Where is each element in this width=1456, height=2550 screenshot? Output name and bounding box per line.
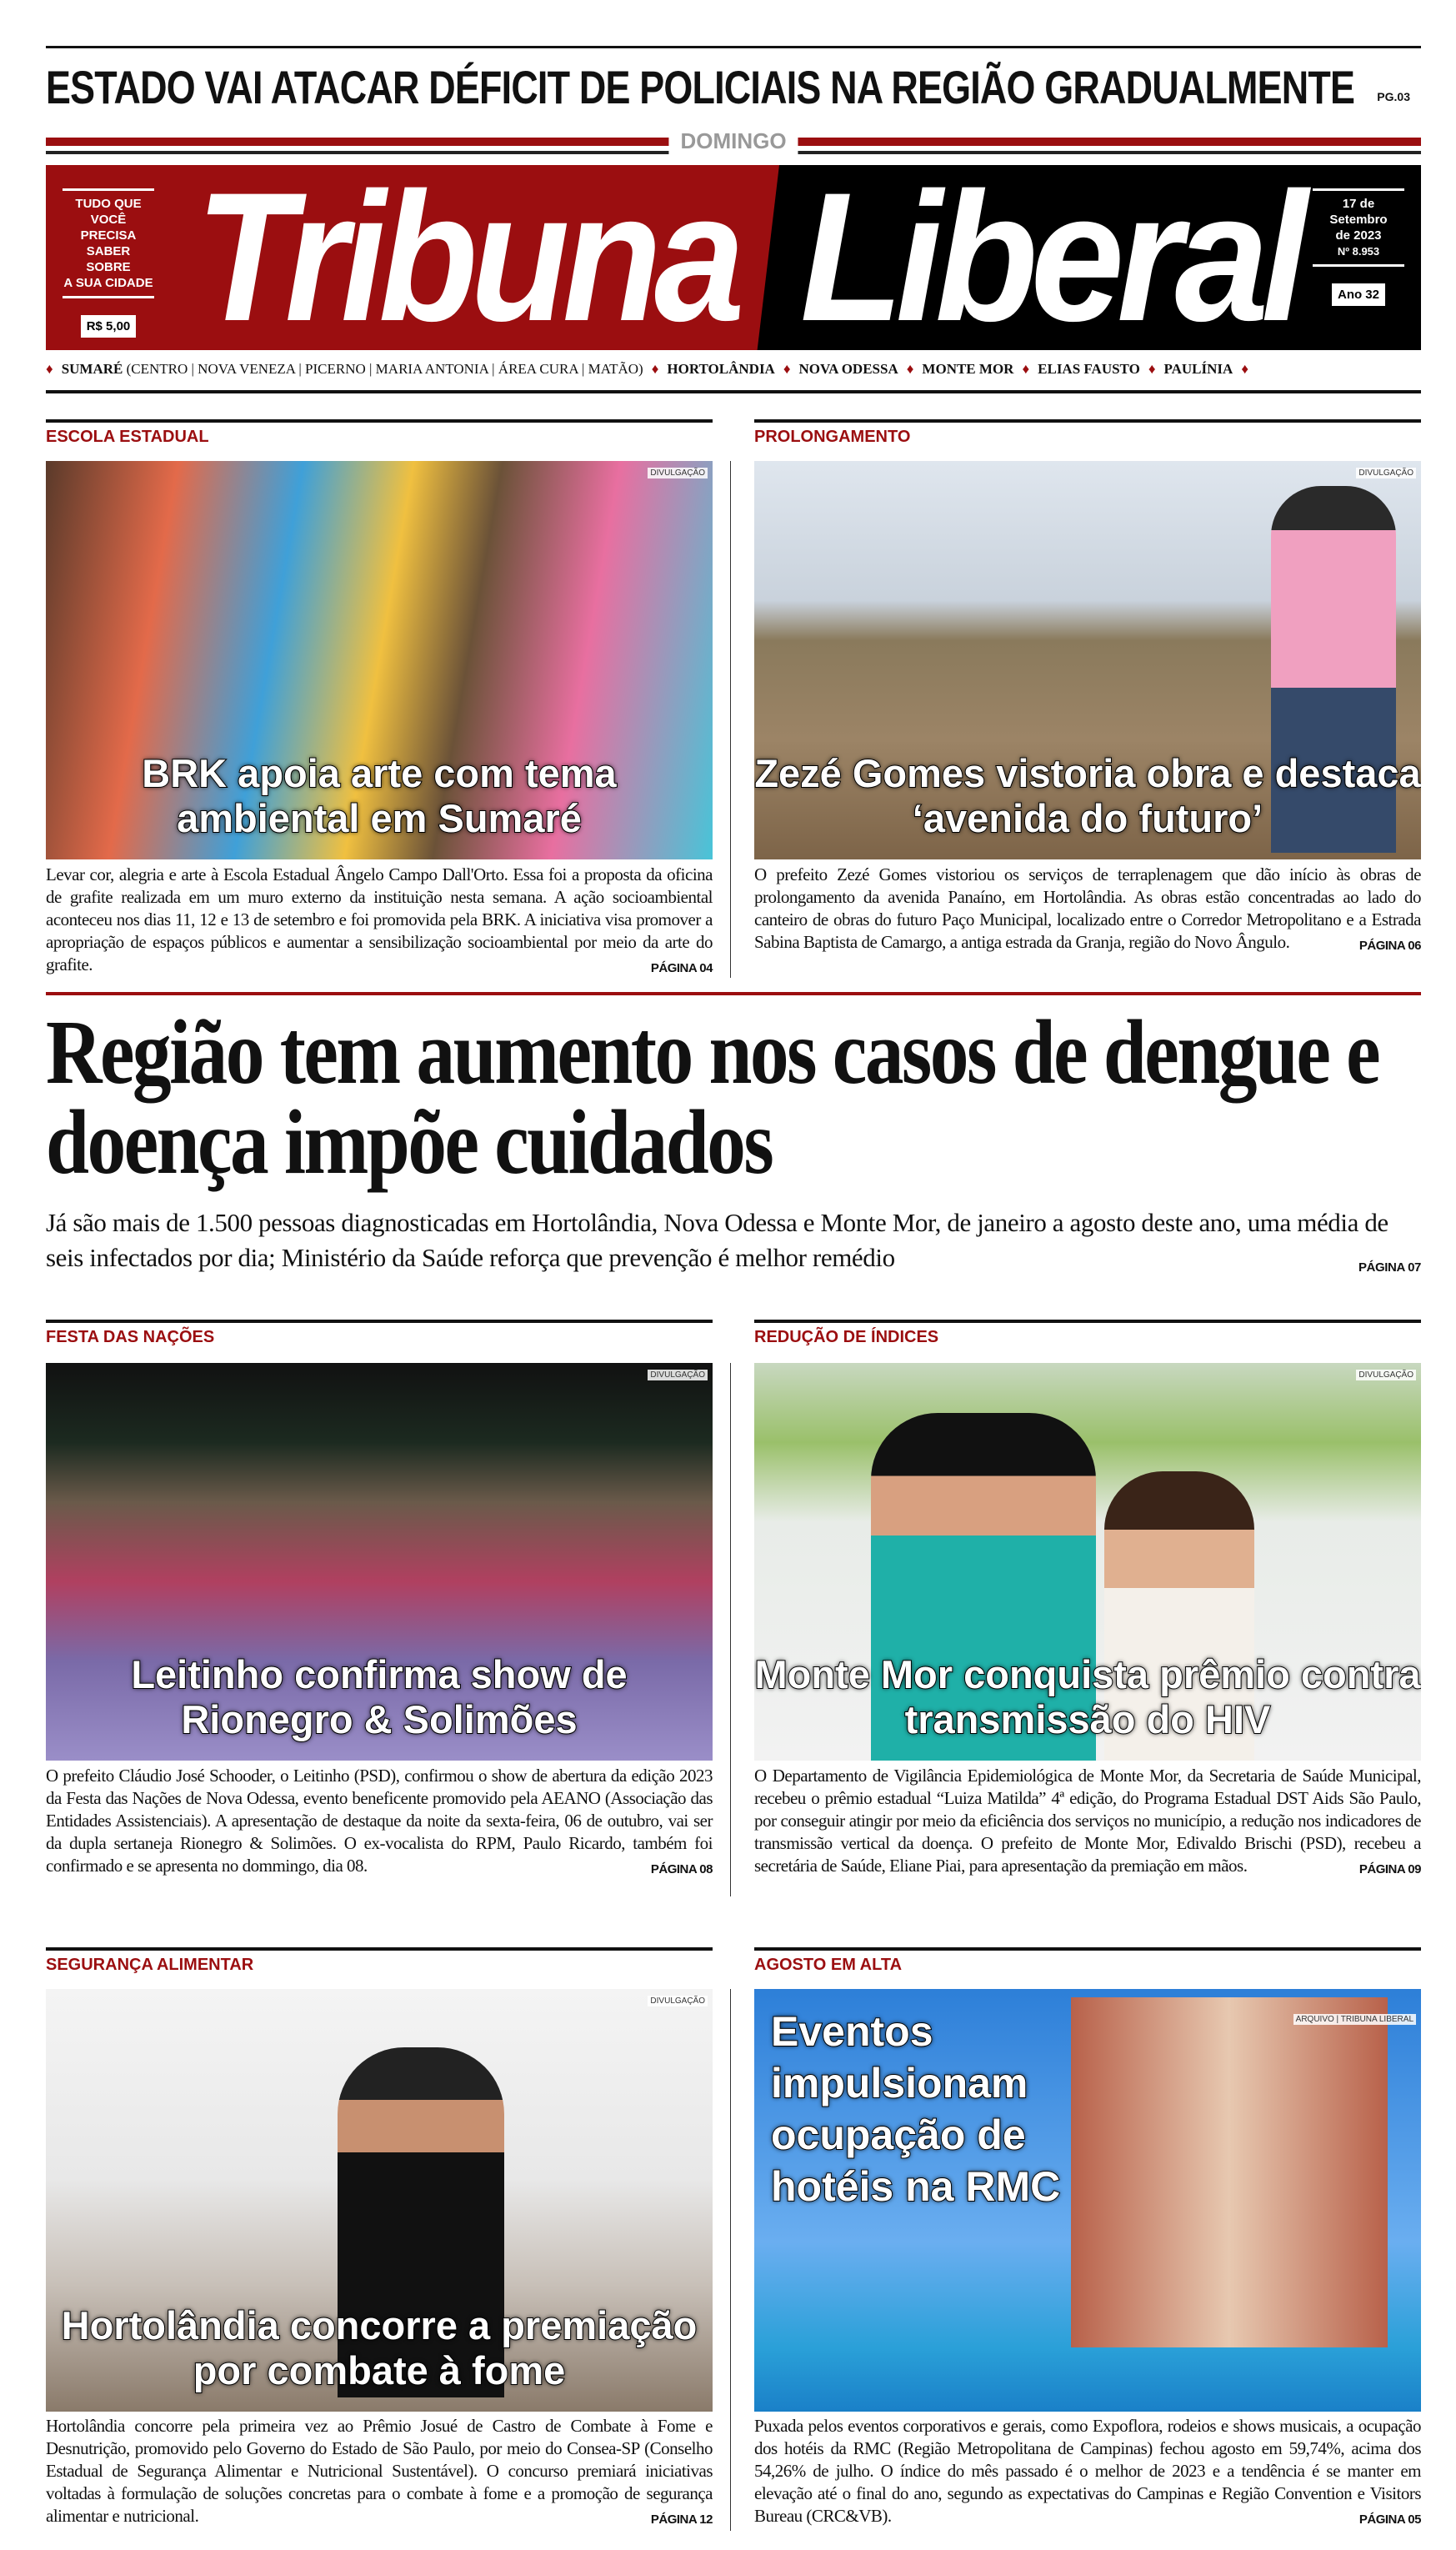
story-body: O prefeito Zezé Gomes vistoriou os serviços de terraplenagem que dão início às obras de prolongamento da avenida Panaíno, em Hortolândia. As obras estão concentradas ao lado do canteiro de obras do futuro Paço Municipal, localizado entre o Corredor Metropolitano e a Estrada Sabina Baptista de Camargo, a antiga estrada da Granja, região do Novo Ângulo. PÁGINA 06 — [754, 864, 1421, 957]
cities-nav: ♦ SUMARÉ (CENTRO | NOVA VENEZA | PICERNO | MARIA ANTONIA | ÁREA CURA | MATÃO) ♦ HORTOLÂNDIA ♦ NOVA ODESSA ♦ MONTE MOR ♦ ELIAS FAUSTO ♦ PAULÍNIA ♦ — [46, 361, 1248, 377]
story-body: Puxada pelos eventos corporativos e gerais, como Expoflora, rodeios e shows musicais, a ocupação dos hotéis da RMC (Região Metropolitana de Campinas) fechou agosto em 59,74%, acima dos 54,26% de julho. O índice do mês passado é o melhor de 2023 e a tendência é se manter em elevação até o final do ano, segundo as expectativas do Campinas e Região Convention e Visitors Bureau (CRC&VB). PÁGINA 05 — [754, 2415, 1421, 2531]
section-label: FESTA DAS NAÇÕES — [46, 1320, 713, 1347]
page-link[interactable]: PÁGINA 12 — [650, 2512, 713, 2527]
page-link[interactable]: PÁGINA 09 — [1358, 1862, 1421, 1876]
section-label: REDUÇÃO DE ÍNDICES — [754, 1320, 1421, 1347]
tagline: TUDO QUE VOCÊ PRECISA SABER SOBRE A SUA CIDADE R$ 5,00 — [63, 183, 154, 338]
day-band — [46, 128, 1421, 153]
story-headline: Leitinho confirma show de Rionegro & Solimões — [131, 1652, 628, 1741]
page-link[interactable]: PÁGINA 07 — [1358, 1260, 1421, 1275]
page-link[interactable]: PÁGINA 04 — [650, 961, 713, 975]
page-link[interactable]: PÁGINA 08 — [650, 1862, 713, 1876]
main-headline[interactable]: Região tem aumento nos casos de dengue e doença impõe cuidados — [46, 1001, 1379, 1193]
page-link[interactable]: PÁGINA 05 — [1358, 2512, 1421, 2527]
story-photo[interactable]: DIVULGAÇÃO Hortolândia concorre a premiação por combate à fome — [46, 1989, 713, 2412]
story-photo[interactable]: DIVULGAÇÃO Monte Mor conquista prêmio contra transmissão do HIV — [754, 1363, 1421, 1761]
story-body: O Departamento de Vigilância Epidemiológica de Monte Mor, da Secretaria de Saúde Municipal, recebeu o prêmio estadual “Luiza Matilda” 4ª edição, do Programa Estadual DST Aids São Paulo, por conseguir atingir por meio da eficiência dos serviços no município, a redução nos indicadores de transmissão vertical da doença. O prefeito de Monte Mor, Edivaldo Brischi (PSD), recebeu a secretária de Saúde, Eliane Piai, para apresentação da premiação em mãos. PÁGINA 09 — [754, 1765, 1421, 1881]
story-headline: Monte Mor conquista prêmio contra transmissão do HIV — [754, 1652, 1421, 1741]
main-story — [46, 1001, 1421, 1285]
story-headline: BRK apoia arte com tema ambiental em Sumaré — [142, 751, 617, 840]
city-monte-mor[interactable]: MONTE MOR — [922, 361, 1014, 377]
story-headline: Eventos impulsionam ocupação de hotéis na RMC — [771, 2008, 1061, 2210]
story-photo[interactable]: DIVULGAÇÃO Leitinho confirma show de Rionegro & Solimões — [46, 1363, 713, 1761]
page-link[interactable]: PÁGINA 06 — [1358, 939, 1421, 953]
city-sumare[interactable]: SUMARÉ (CENTRO | NOVA VENEZA | PICERNO | MARIA ANTONIA | ÁREA CURA | MATÃO) — [61, 361, 643, 377]
top-headline[interactable]: ESTADO VAI ATACAR DÉFICIT DE POLICIAIS NA REGIÃO GRADUALMENTE — [46, 61, 1355, 113]
masthead-rule — [46, 390, 1421, 393]
story-photo[interactable]: DIVULGAÇÃO Zezé Gomes vistoria obra e destaca ‘avenida do futuro’ — [754, 461, 1421, 859]
top-rule — [46, 46, 1421, 48]
city-hortolandia[interactable]: HORTOLÂNDIA — [667, 361, 775, 377]
logo-liberal: Liberal — [800, 165, 1301, 350]
story-body: O prefeito Cláudio José Schooder, o Leitinho (PSD), confirmou o show de abertura da edição 2023 da Festa das Nações de Nova Odessa, evento beneficente promovido pela AEANO (Associação das Entidades Assistenciais). A apresentação de destaque da noite da sexta-feira, 06 de outubro, vai ser da dupla sertaneja Rionegro & Solimões. O ex-vocalista do RPM, Paulo Ricardo, também foi confirmado e se apresenta no dommingo, dia 08. PÁGINA 08 — [46, 1765, 713, 1881]
logo-tribuna: Tribuna — [196, 165, 738, 350]
section-divider — [46, 992, 1421, 995]
main-subhead: Já são mais de 1.500 pessoas diagnosticadas em Hortolândia, Nova Odessa e Monte Mor, de janeiro a agosto deste ano, uma média de seis infectados por dia; Ministério da Saúde reforça que prevenção é melhor remédio PÁGINA 07 — [46, 1205, 1421, 1275]
city-nova-odessa[interactable]: NOVA ODESSA — [798, 361, 898, 377]
year-badge: Ano 32 — [1332, 283, 1385, 306]
section-label: ESCOLA ESTADUAL — [46, 419, 713, 447]
story-photo[interactable] — [754, 1989, 1421, 2412]
column-divider — [730, 1989, 731, 2531]
price-badge: R$ 5,00 — [81, 315, 137, 338]
photo-credit: ARQUIVO | TRIBUNA LIBERAL — [1293, 2014, 1416, 2025]
story-body: Levar cor, alegria e arte à Escola Estadual Ângelo Campo Dall'Orto. Essa foi a proposta da oficina de grafite realizada em um muro externo da instituição nesta semana. A ação socioambiental aconteceu nos dias 11, 12 e 13 de setembro e foi promovida pela BRK. A iniciativa visa promover a apropriação de espaços públicos e aumentar a sensibilização socioambiental por meio da arte do grafite. PÁGINA 04 — [46, 864, 713, 979]
story-headline: Hortolândia concorre a premiação por combate à fome — [61, 2303, 698, 2392]
column-divider — [730, 1363, 731, 1896]
column-divider — [730, 461, 731, 978]
section-label: SEGURANÇA ALIMENTAR — [46, 1947, 713, 1975]
story-photo[interactable]: DIVULGAÇÃO BRK apoia arte com tema ambiental em Sumaré — [46, 461, 713, 859]
city-elias-fausto[interactable]: ELIAS FAUSTO — [1038, 361, 1140, 377]
city-paulinia[interactable]: PAULÍNIA — [1163, 361, 1233, 377]
day-label: DOMINGO — [668, 128, 798, 154]
story-headline: Zezé Gomes vistoria obra e destaca ‘avenida do futuro’ — [754, 751, 1421, 840]
section-label: PROLONGAMENTO — [754, 419, 1421, 447]
masthead[interactable] — [46, 165, 1421, 350]
story-body: Hortolândia concorre pela primeira vez ao Prêmio Josué de Castro de Combate à Fome e Desnutrição, promovido pelo Governo do Estado de São Paulo, por meio do Consea-SP (Conselho Estadual de Segurança Alimentar e Nutricional Sustentável). O concurso premiará iniciativas voltadas à formulação de soluções concretas para o combate à fome e a promoção de segurança alimentar e nutricional. PÁGINA 12 — [46, 2415, 713, 2531]
top-headline-page: PG.03 — [1377, 90, 1410, 103]
issue-info: 17 de Setembro de 2023 Nº 8.953 Ano 32 — [1313, 183, 1404, 306]
section-label: AGOSTO EM ALTA — [754, 1947, 1421, 1975]
